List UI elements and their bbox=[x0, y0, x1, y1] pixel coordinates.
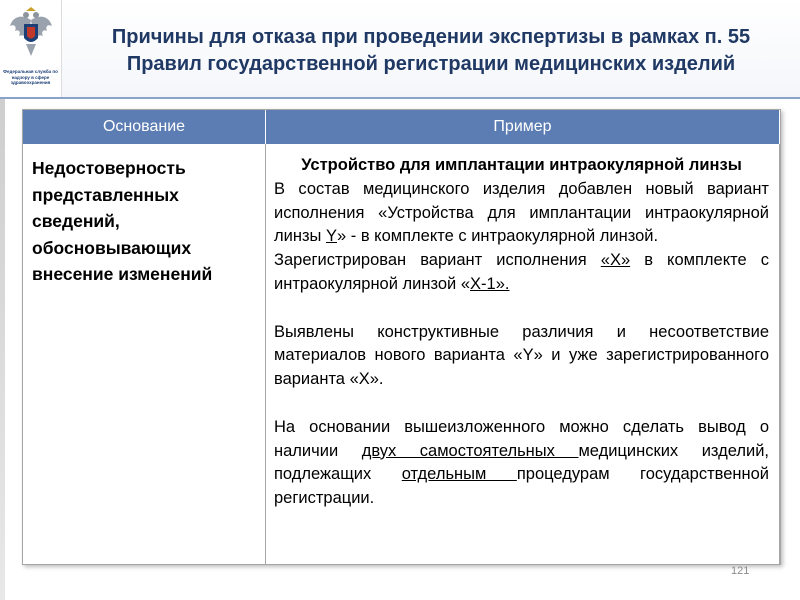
reasons-table bbox=[22, 109, 781, 565]
eagle-emblem-icon bbox=[8, 6, 54, 66]
paragraph-gap bbox=[274, 392, 769, 416]
text-span: процедурам государственной регистрации. bbox=[274, 465, 770, 508]
logo-caption: Федеральная служба по надзору в сфере здравоохранения bbox=[3, 69, 58, 85]
underlined-text: двух самостоятельных bbox=[361, 441, 579, 460]
text-span: В состав медицинского изделия добавлен новый вариант исполнения «Устройства для имплантации интраокулярной линзы bbox=[274, 179, 769, 246]
example-cell bbox=[266, 144, 780, 564]
example-paragraph-2 bbox=[274, 249, 769, 297]
example-paragraph-3: Выявлены конструктивные различия и несоответствие материалов нового варианта «Y» и уже зарегистрированного варианта «Х». bbox=[274, 322, 769, 389]
underlined-text: «Х» bbox=[600, 251, 631, 270]
page-title bbox=[68, 24, 794, 78]
slide-header bbox=[0, 0, 800, 97]
header-divider bbox=[0, 97, 800, 99]
basis-cell: Недостоверность представленных сведений, обосновывающих внесение изменений bbox=[23, 144, 266, 564]
text-span: Зарегистрирован вариант исполнения bbox=[274, 251, 601, 270]
text-span: » - в комплекте с интраокулярной линзой. bbox=[336, 227, 659, 246]
underlined-text: Х-1». bbox=[470, 274, 510, 293]
page-number: 121 bbox=[731, 565, 750, 577]
table-row bbox=[23, 144, 780, 564]
example-paragraph-4 bbox=[274, 416, 769, 511]
column-header-example: Пример bbox=[266, 110, 780, 144]
example-title: Устройство для имплантации интраокулярной линзы bbox=[301, 156, 742, 174]
title-line-1: Причины для отказа при проведении экспертизы в рамках п. 55 bbox=[111, 26, 751, 48]
column-header-basis: Основание bbox=[23, 110, 266, 144]
underlined-text: отдельным bbox=[401, 465, 517, 484]
example-paragraph-1 bbox=[274, 178, 769, 249]
paragraph-gap bbox=[274, 297, 769, 321]
text-span: в комплекте с интраокулярной линзой « bbox=[274, 251, 769, 293]
text-span: На основании вышеизложенного можно сделать вывод о наличии bbox=[274, 417, 769, 460]
underlined-text: Y bbox=[325, 227, 337, 246]
title-line-2: Правил государственной регистрации медицинских изделий bbox=[126, 53, 736, 75]
text-span: медицинских изделий, подлежащих bbox=[274, 441, 770, 484]
roszdravnadzor-logo bbox=[0, 0, 62, 97]
